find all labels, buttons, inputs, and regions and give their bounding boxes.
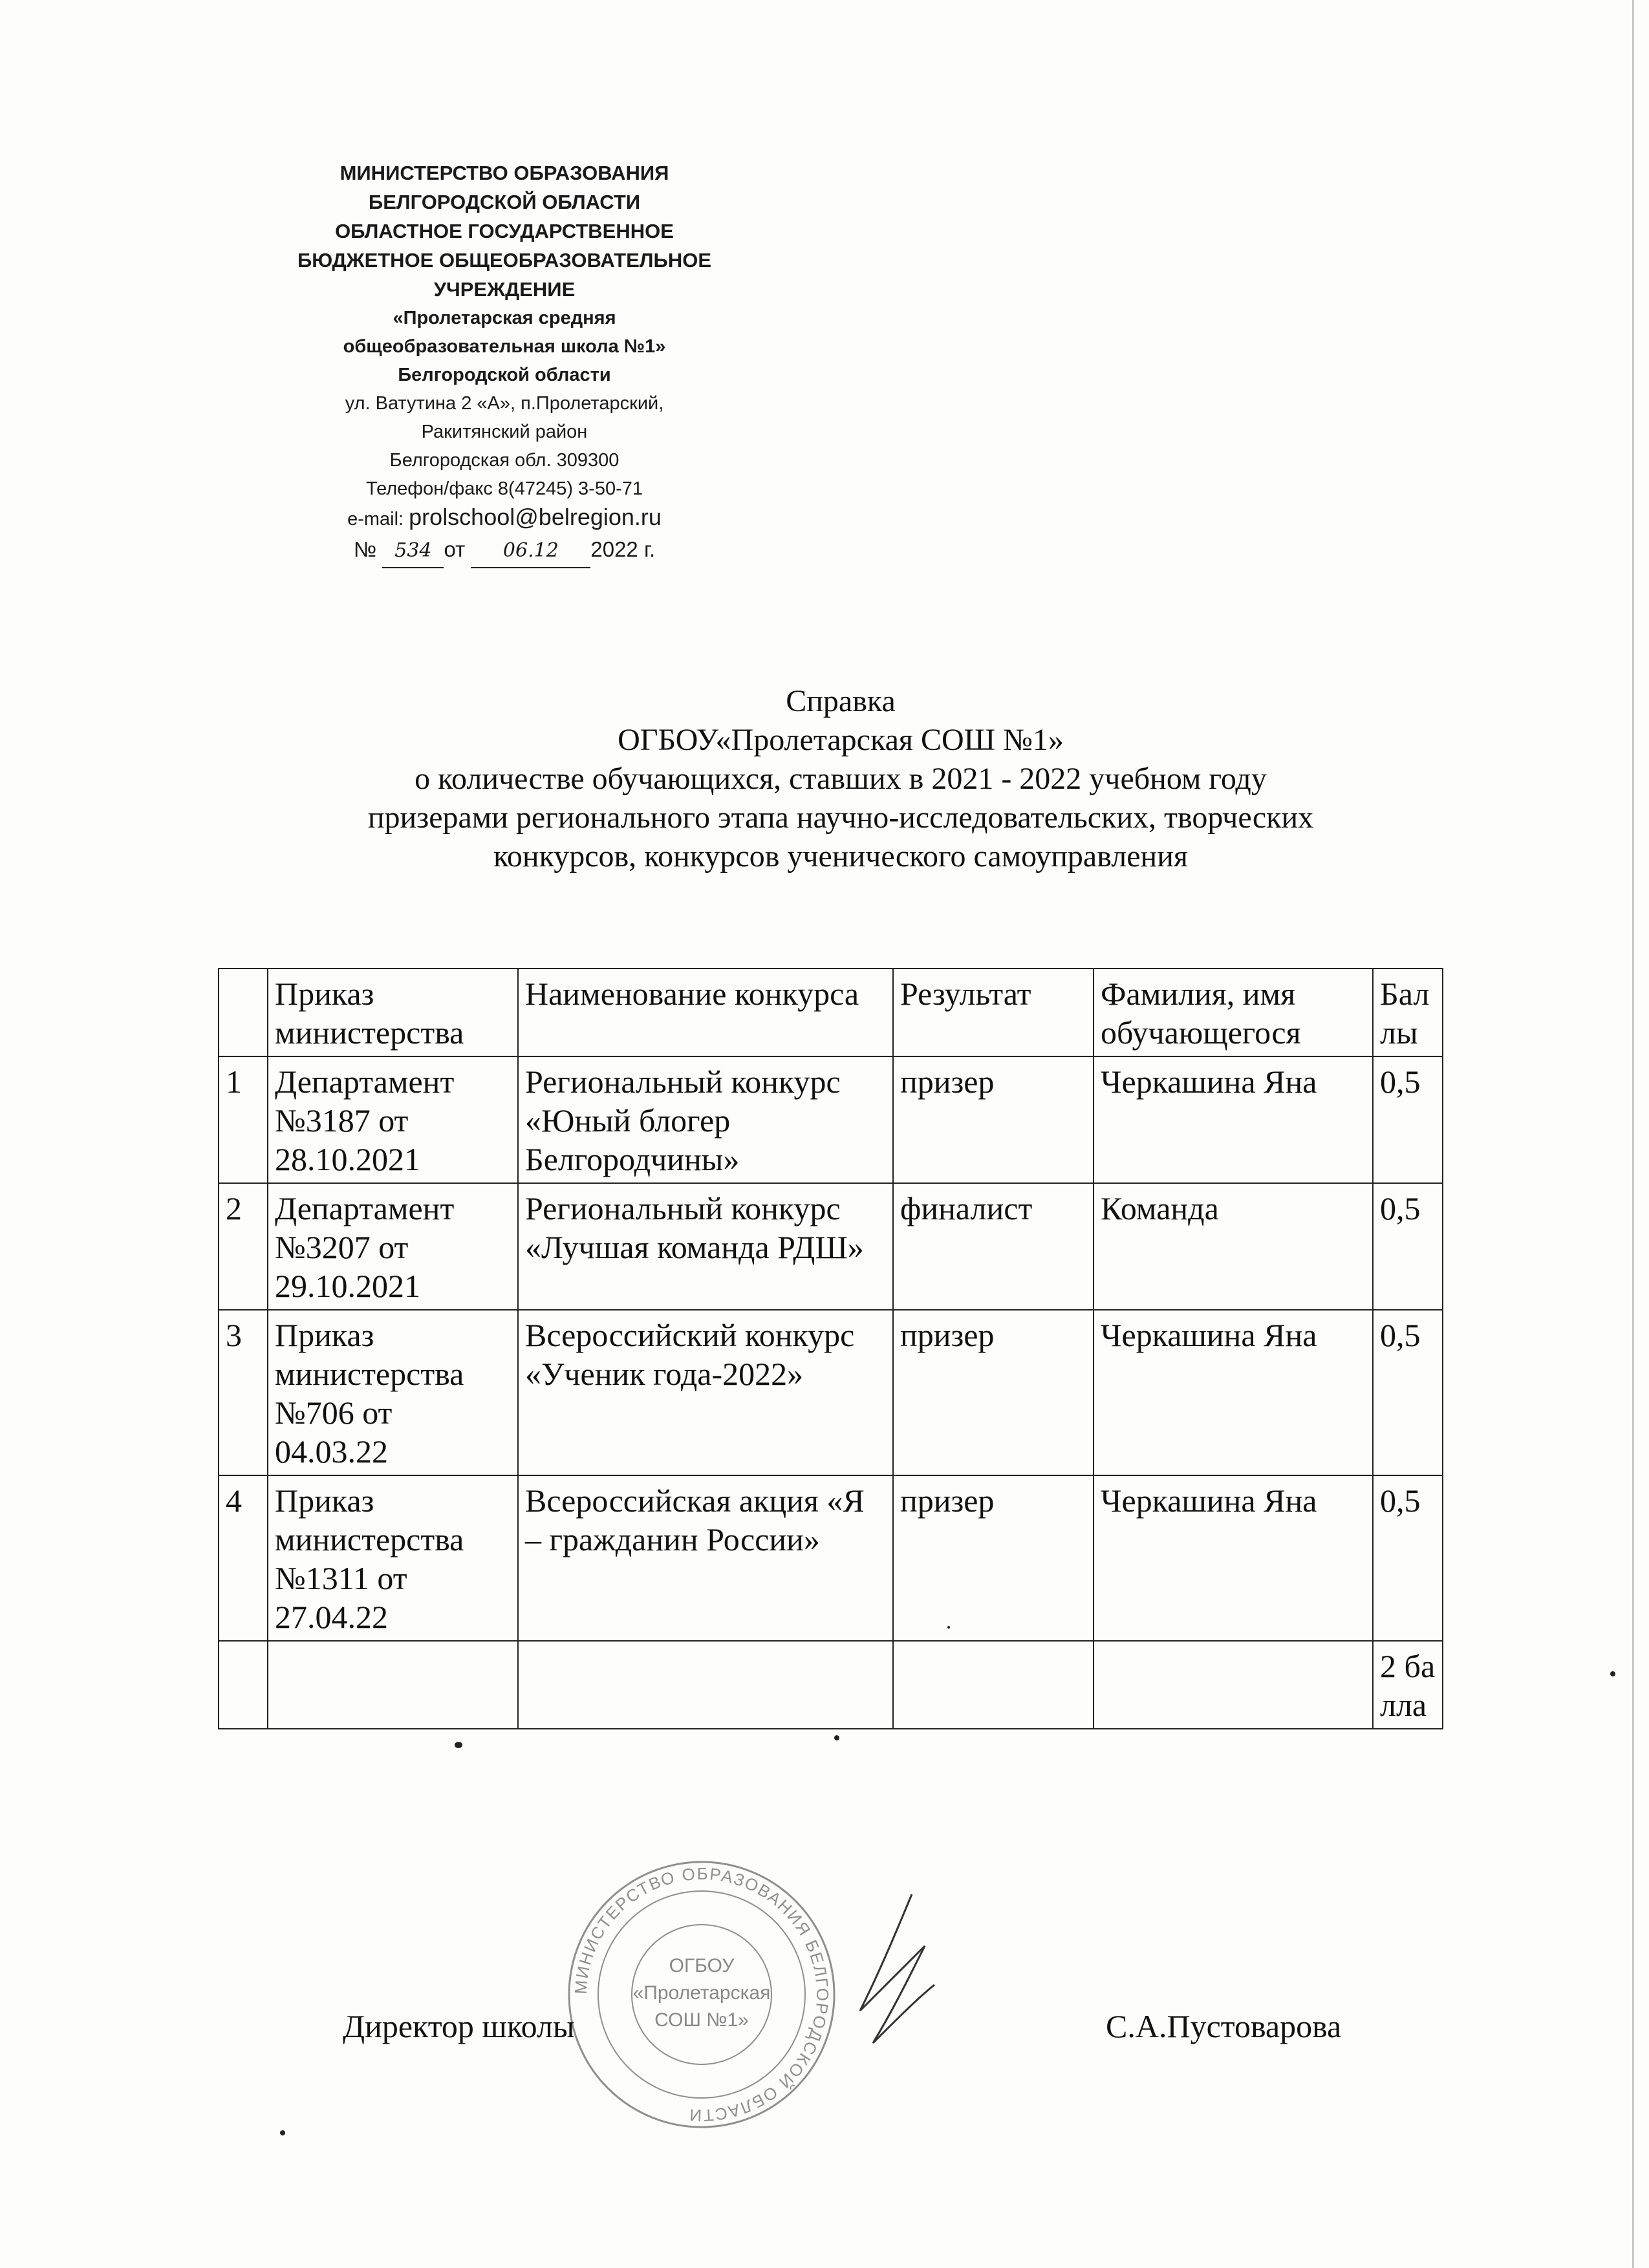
result-cell: призер [893, 1056, 1094, 1183]
header-cell: Наименование конкурса [518, 968, 893, 1056]
table-row [219, 1183, 1443, 1310]
empty-cell [893, 1641, 1094, 1729]
address-line: Ракитянский район [421, 422, 588, 442]
scan-edge-line [1632, 0, 1634, 2268]
letterhead-line: МИНИСТЕРСТВО ОБРАЗОВАНИЯ [339, 162, 669, 184]
order-cell: Департамент №3187 от 28.10.2021 [268, 1056, 518, 1183]
row-number: 2 [219, 1183, 268, 1310]
order-cell: Приказ министерства №706 от 04.03.22 [268, 1310, 518, 1475]
email-link[interactable]: prolschool@belregion.ru [409, 504, 662, 530]
total-points-cell: 2 балла [1373, 1641, 1443, 1729]
header-cell: Результат [893, 968, 1094, 1056]
result-cell: призер [893, 1310, 1094, 1475]
empty-cell [268, 1641, 518, 1729]
letterhead-line: ОБЛАСТНОЕ ГОСУДАРСТВЕННОЕ [335, 220, 674, 242]
header-cell: Фамилия, имя обучающегося [1094, 968, 1373, 1056]
scan-speck [834, 1735, 839, 1740]
points-cell: 0,5 [1373, 1310, 1443, 1475]
contest-cell: Региональный конкурс «Юный блогер Белгородчины» [518, 1056, 893, 1183]
stamp-center-line: «Пролетарская [632, 1982, 771, 2004]
student-cell: Черкашина Яна [1094, 1310, 1373, 1475]
title-line: призерами регионального этапа научно-исследовательских, творческих [367, 800, 1314, 835]
contest-cell: Региональный конкурс «Лучшая команда РДШ» [518, 1183, 893, 1310]
director-title: Директор школы [343, 2008, 575, 2044]
order-cell: Приказ министерства №1311 от 27.04.22 [268, 1475, 518, 1641]
outgoing-number-line [220, 533, 789, 568]
school-stamp [563, 1856, 841, 2134]
row-number: 4 [219, 1475, 268, 1641]
table-row [219, 1056, 1443, 1183]
school-name-line: общеобразовательная школа №1» [343, 336, 666, 357]
contest-cell: Всероссийская акция «Я – гражданин России» [518, 1475, 893, 1641]
row-number: 1 [219, 1056, 268, 1183]
result-cell: финалист [893, 1183, 1094, 1310]
title-line: конкурсов, конкурсов ученического самоуправления [493, 839, 1188, 873]
student-cell: Команда [1094, 1183, 1373, 1310]
table-row [219, 1475, 1443, 1641]
table-header-row [219, 968, 1443, 1056]
stamp-center-line: ОГБОУ [669, 1955, 735, 1976]
empty-cell [219, 1641, 268, 1729]
header-cell: Баллы [1373, 968, 1443, 1056]
school-name-line: «Пролетарская средняя [393, 308, 616, 328]
email-label: e-mail: [347, 509, 404, 530]
points-cell: 0,5 [1373, 1183, 1443, 1310]
student-cell: Черкашина Яна [1094, 1056, 1373, 1183]
address-line: ул. Ватутина 2 «А», п.Пролетарский, [345, 393, 664, 414]
row-number: 3 [219, 1310, 268, 1475]
table-total-row [219, 1641, 1443, 1729]
points-cell: 0,5 [1373, 1475, 1443, 1641]
contest-cell: Всероссийский конкурс «Ученик года-2022» [518, 1310, 893, 1475]
document-title [194, 682, 1487, 876]
address-line: Белгородская обл. 309300 [389, 450, 620, 471]
scan-speck [947, 1626, 950, 1629]
scan-speck [455, 1742, 462, 1748]
director-signature [834, 1888, 944, 2056]
student-cell: Черкашина Яна [1094, 1475, 1373, 1641]
scan-speck [280, 2130, 285, 2135]
number-label: № [353, 537, 377, 561]
phone-line: Телефон/факс 8(47245) 3-50-71 [365, 478, 643, 499]
title-line: о количестве обучающихся, ставших в 2021 - 2022 учебном году [415, 762, 1267, 796]
date-value: 06.12 [471, 535, 590, 568]
order-cell: Департамент №3207 от 29.10.2021 [268, 1183, 518, 1310]
letterhead-line: БЮДЖЕТНОЕ ОБЩЕОБРАЗОВАТЕЛЬНОЕ [297, 249, 711, 272]
empty-cell [518, 1641, 893, 1729]
results-table [218, 968, 1443, 1729]
stamp-outer-text: МИНИСТЕРСТВО ОБРАЗОВАНИЯ БЕЛГОРОДСКОЙ ОБЛАСТИ [570, 1863, 833, 2126]
date-label: от [444, 537, 466, 561]
email-line [220, 503, 789, 533]
letterhead [220, 158, 789, 568]
year-suffix: 2022 г. [590, 537, 656, 561]
title-line: Справка [786, 684, 896, 718]
stamp-center-line: СОШ №1» [654, 2009, 749, 2031]
result-cell: призер [893, 1475, 1094, 1641]
table-row [219, 1310, 1443, 1475]
letterhead-line: БЕЛГОРОДСКОЙ ОБЛАСТИ [368, 191, 641, 213]
empty-cell [1094, 1641, 1373, 1729]
header-cell [219, 968, 268, 1056]
letterhead-line: УЧРЕЖДЕНИЕ [433, 278, 576, 301]
director-name: С.А.Пустоварова [1106, 2008, 1342, 2044]
points-cell: 0,5 [1373, 1056, 1443, 1183]
scan-speck [1610, 1671, 1615, 1676]
title-line: ОГБОУ«Пролетарская СОШ №1» [618, 723, 1064, 757]
number-value: 534 [382, 535, 444, 568]
school-name-line: Белгородской области [398, 365, 611, 385]
header-cell: Приказ министерства [268, 968, 518, 1056]
